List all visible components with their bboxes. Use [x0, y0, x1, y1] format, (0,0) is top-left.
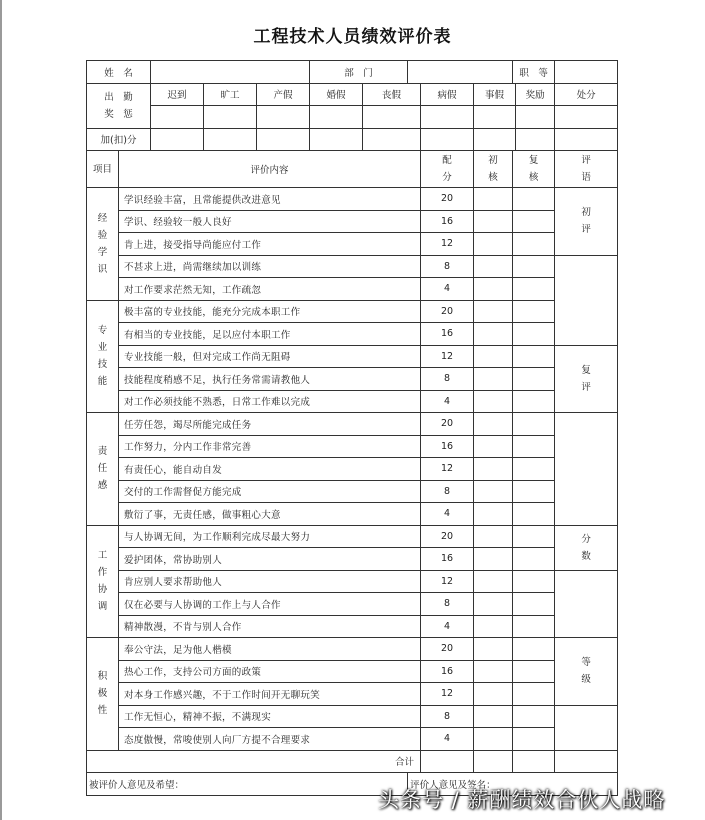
criteria-row — [87, 390, 618, 413]
comment-label-cell: 复 评 — [555, 345, 618, 413]
col-comment: 评 语 — [555, 151, 618, 188]
criteria-row — [87, 503, 618, 526]
criteria-score: 12 — [421, 233, 474, 256]
evaluation-form-table — [86, 60, 618, 796]
col-content: 评价内容 — [119, 151, 421, 188]
criteria-text: 不甚求上进，尚需继续加以训练 — [119, 255, 421, 278]
criteria-row — [87, 368, 618, 391]
attendance-col-absent: 旷工 — [204, 83, 257, 106]
criteria-score: 20 — [421, 188, 474, 211]
bonus-value-marriage[interactable] — [310, 128, 363, 151]
criteria-text: 对工作必须技能不熟悉，日常工作难以完成 — [119, 390, 421, 413]
col-item — [87, 151, 119, 188]
attendance-value-late[interactable] — [151, 106, 204, 129]
col-item-text: 项目 — [92, 163, 112, 175]
category-cell: 责 任 感 — [87, 413, 119, 526]
second-review-cell[interactable] — [513, 660, 555, 683]
second-review-cell[interactable] — [513, 525, 555, 548]
total-score[interactable] — [421, 750, 474, 773]
second-review-cell[interactable] — [513, 683, 555, 706]
bonus-value-funeral[interactable] — [363, 128, 421, 151]
criteria-text: 态度傲慢，常唆使别人向厂方提不合理要求 — [119, 728, 421, 751]
department-label: 部 门 — [310, 61, 408, 84]
second-review-cell[interactable] — [513, 255, 555, 278]
criteria-score: 4 — [421, 390, 474, 413]
window-left-edge — [0, 0, 2, 820]
attendance-label-line2: 奖 惩 — [104, 108, 133, 120]
attendance-value-marriage[interactable] — [310, 106, 363, 129]
first-review-cell[interactable] — [474, 255, 513, 278]
criteria-score: 16 — [421, 323, 474, 346]
second-review-cell[interactable] — [513, 570, 555, 593]
criteria-row — [87, 593, 618, 616]
category-cell: 积 极 性 — [87, 638, 119, 751]
criteria-text: 奉公守法，足为他人楷模 — [119, 638, 421, 661]
criteria-text: 仅在必要与人协调的工作上与人合作 — [119, 593, 421, 616]
col-first-review: 初 核 — [474, 151, 513, 188]
criteria-row — [87, 413, 618, 436]
name-field[interactable] — [151, 61, 310, 84]
criteria-row — [87, 638, 618, 661]
criteria-score: 8 — [421, 593, 474, 616]
bonus-value-reward[interactable] — [516, 128, 555, 151]
attendance-value-reward[interactable] — [516, 106, 555, 129]
department-field[interactable] — [408, 61, 513, 84]
criteria-row — [87, 458, 618, 481]
criteria-text: 学识、经验较一般人良好 — [119, 210, 421, 233]
criteria-row — [87, 210, 618, 233]
criteria-text: 有责任心，能自动自发 — [119, 458, 421, 481]
first-review-cell[interactable] — [474, 188, 513, 211]
criteria-row — [87, 660, 618, 683]
second-review-cell[interactable] — [513, 705, 555, 728]
column-header-row — [87, 151, 618, 188]
second-review-cell[interactable] — [513, 548, 555, 571]
bonus-value-maternity[interactable] — [257, 128, 310, 151]
criteria-text: 工作无恒心，精神不振，不满现实 — [119, 705, 421, 728]
first-review-cell[interactable] — [474, 525, 513, 548]
bonus-value-personal[interactable] — [474, 128, 516, 151]
attendance-value-penalty[interactable] — [555, 106, 618, 129]
attendance-label — [87, 83, 151, 128]
first-review-cell[interactable] — [474, 728, 513, 751]
criteria-row — [87, 728, 618, 751]
criteria-row — [87, 480, 618, 503]
criteria-score: 16 — [421, 435, 474, 458]
second-review-cell[interactable] — [513, 233, 555, 256]
col-second-review: 复 核 — [513, 151, 555, 188]
total-comment[interactable] — [555, 750, 618, 773]
criteria-row — [87, 525, 618, 548]
criteria-score: 20 — [421, 638, 474, 661]
criteria-score: 4 — [421, 278, 474, 301]
attendance-col-maternity: 产假 — [257, 83, 310, 106]
second-review-cell[interactable] — [513, 188, 555, 211]
criteria-score: 12 — [421, 570, 474, 593]
criteria-score: 8 — [421, 255, 474, 278]
attendance-label-line1: 出 勤 — [104, 91, 133, 103]
criteria-score: 16 — [421, 660, 474, 683]
criteria-row — [87, 435, 618, 458]
category-cell: 工 作 协 调 — [87, 525, 119, 638]
post-label: 职 等 — [513, 61, 555, 84]
first-review-cell[interactable] — [474, 390, 513, 413]
criteria-score: 4 — [421, 503, 474, 526]
criteria-score: 8 — [421, 480, 474, 503]
bonus-value-late[interactable] — [151, 128, 204, 151]
criteria-score: 12 — [421, 345, 474, 368]
criteria-row — [87, 548, 618, 571]
attendance-header-row — [87, 83, 618, 106]
criteria-score: 16 — [421, 548, 474, 571]
comment-area-cell[interactable] — [555, 570, 618, 638]
criteria-score: 8 — [421, 705, 474, 728]
second-review-cell[interactable] — [513, 615, 555, 638]
bonus-row — [87, 128, 618, 151]
criteria-text: 工作努力，分内工作非常完善 — [119, 435, 421, 458]
second-review-cell[interactable] — [513, 458, 555, 481]
first-review-cell[interactable] — [474, 323, 513, 346]
attendance-col-funeral: 丧假 — [363, 83, 421, 106]
first-review-cell[interactable] — [474, 615, 513, 638]
attendance-value-personal[interactable] — [474, 106, 516, 129]
second-review-cell[interactable] — [513, 278, 555, 301]
opinion-cell[interactable] — [87, 773, 408, 796]
second-review-cell[interactable] — [513, 593, 555, 616]
criteria-score: 4 — [421, 615, 474, 638]
opinion-label: 被评价人意见及希望： — [89, 779, 185, 791]
first-review-cell[interactable] — [474, 593, 513, 616]
comment-label-cell: 等 级 — [555, 638, 618, 706]
criteria-text: 交付的工作需督促方能完成 — [119, 480, 421, 503]
first-review-cell[interactable] — [474, 548, 513, 571]
attendance-col-marriage: 婚假 — [310, 83, 363, 106]
attendance-col-penalty: 处分 — [555, 83, 618, 106]
criteria-text: 精神散漫，不肯与别人合作 — [119, 615, 421, 638]
first-review-cell[interactable] — [474, 480, 513, 503]
attendance-col-late: 迟到 — [151, 83, 204, 106]
comment-area-cell[interactable] — [555, 705, 618, 750]
first-review-cell[interactable] — [474, 660, 513, 683]
criteria-text: 敷衍了事，无责任感，做事粗心大意 — [119, 503, 421, 526]
attendance-col-sick: 病假 — [421, 83, 474, 106]
first-review-cell[interactable] — [474, 570, 513, 593]
comment-area-cell[interactable] — [555, 413, 618, 526]
second-review-cell[interactable] — [513, 728, 555, 751]
criteria-row — [87, 188, 618, 211]
second-review-cell[interactable] — [513, 300, 555, 323]
total-second-review[interactable] — [513, 750, 555, 773]
first-review-cell[interactable] — [474, 683, 513, 706]
criteria-text: 任劳任怨，竭尽所能完成任务 — [119, 413, 421, 436]
first-review-cell[interactable] — [474, 413, 513, 436]
criteria-text: 极丰富的专业技能，能充分完成本职工作 — [119, 300, 421, 323]
criteria-text: 对工作要求茫然无知，工作疏忽 — [119, 278, 421, 301]
criteria-row — [87, 233, 618, 256]
second-review-cell[interactable] — [513, 323, 555, 346]
criteria-text: 热心工作，支持公司方面的政策 — [119, 660, 421, 683]
criteria-body — [87, 188, 618, 751]
total-row — [87, 750, 618, 773]
attendance-col-reward: 奖励 — [516, 83, 555, 106]
criteria-score: 20 — [421, 300, 474, 323]
criteria-text: 肯上进，接受指导尚能应付工作 — [119, 233, 421, 256]
criteria-text: 专业技能一般，但对完成工作尚无阻碍 — [119, 345, 421, 368]
header-row-info — [87, 61, 618, 84]
first-review-cell[interactable] — [474, 705, 513, 728]
post-field[interactable] — [555, 61, 618, 84]
comment-area-cell[interactable] — [555, 255, 618, 345]
comment-label-cell: 初 评 — [555, 188, 618, 256]
criteria-text: 肯应别人要求帮助他人 — [119, 570, 421, 593]
criteria-text: 与人协调无间，为工作顺利完成尽最大努力 — [119, 525, 421, 548]
second-review-cell[interactable] — [513, 480, 555, 503]
criteria-row — [87, 570, 618, 593]
second-review-cell[interactable] — [513, 345, 555, 368]
attendance-value-funeral[interactable] — [363, 106, 421, 129]
second-review-cell[interactable] — [513, 390, 555, 413]
comment-label-cell: 分 数 — [555, 525, 618, 570]
attendance-value-maternity[interactable] — [257, 106, 310, 129]
attendance-value-absent[interactable] — [204, 106, 257, 129]
second-review-cell[interactable] — [513, 210, 555, 233]
attendance-value-row — [87, 106, 618, 129]
criteria-row — [87, 705, 618, 728]
criteria-row — [87, 615, 618, 638]
signature-label: 评价人意见及签名： — [410, 779, 496, 791]
criteria-row — [87, 255, 618, 278]
criteria-row — [87, 683, 618, 706]
name-label: 姓 名 — [87, 61, 151, 84]
page-title: 工程技术人员绩效评价表 — [253, 27, 452, 47]
criteria-text: 学识经验丰富，且常能提供改进意见 — [119, 188, 421, 211]
total-first-review[interactable] — [474, 750, 513, 773]
first-review-cell[interactable] — [474, 435, 513, 458]
bonus-label: 加(扣)分 — [87, 128, 151, 151]
criteria-text: 爱护团体，常协助别人 — [119, 548, 421, 571]
criteria-score: 20 — [421, 413, 474, 436]
second-review-cell[interactable] — [513, 368, 555, 391]
total-label: 合计 — [87, 750, 421, 773]
criteria-text: 技能程度稍感不足，执行任务常需请教他人 — [119, 368, 421, 391]
second-review-cell[interactable] — [513, 413, 555, 436]
bonus-value-penalty[interactable] — [555, 128, 618, 151]
criteria-row — [87, 345, 618, 368]
first-review-cell[interactable] — [474, 368, 513, 391]
criteria-score: 4 — [421, 728, 474, 751]
first-review-cell[interactable] — [474, 345, 513, 368]
criteria-score: 8 — [421, 368, 474, 391]
bonus-value-sick[interactable] — [421, 128, 474, 151]
criteria-score: 16 — [421, 210, 474, 233]
first-review-cell[interactable] — [474, 210, 513, 233]
first-review-cell[interactable] — [474, 300, 513, 323]
criteria-row — [87, 300, 618, 323]
second-review-cell[interactable] — [513, 638, 555, 661]
col-score: 配 分 — [421, 151, 474, 188]
second-review-cell[interactable] — [513, 503, 555, 526]
criteria-row — [87, 278, 618, 301]
first-review-cell[interactable] — [474, 503, 513, 526]
criteria-row — [87, 323, 618, 346]
criteria-score: 12 — [421, 683, 474, 706]
first-review-cell[interactable] — [474, 278, 513, 301]
criteria-text: 有相当的专业技能，足以应付本职工作 — [119, 323, 421, 346]
category-cell: 经 验 学 识 — [87, 188, 119, 301]
attendance-col-personal: 事假 — [474, 83, 516, 106]
criteria-score: 12 — [421, 458, 474, 481]
criteria-score: 20 — [421, 525, 474, 548]
watermark-text: 头条号 / 薪酬绩效合伙人战略 — [378, 788, 666, 812]
first-review-cell[interactable] — [474, 458, 513, 481]
attendance-value-sick[interactable] — [421, 106, 474, 129]
first-review-cell[interactable] — [474, 233, 513, 256]
criteria-text: 对本身工作感兴趣，不于工作时间开无聊玩笑 — [119, 683, 421, 706]
second-review-cell[interactable] — [513, 435, 555, 458]
bonus-value-absent[interactable] — [204, 128, 257, 151]
first-review-cell[interactable] — [474, 638, 513, 661]
category-cell: 专 业 技 能 — [87, 300, 119, 413]
